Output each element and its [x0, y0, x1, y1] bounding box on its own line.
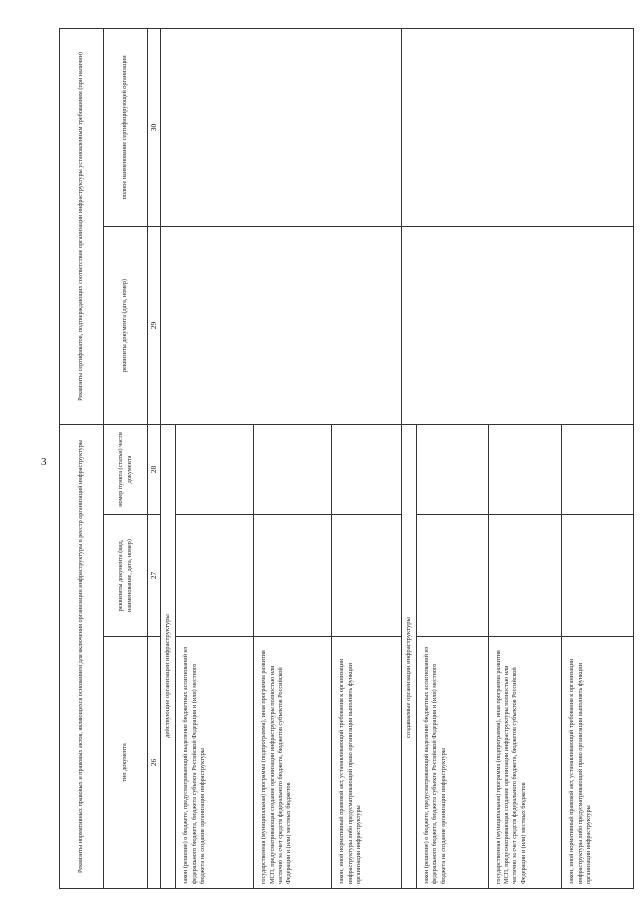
table-cell-empty	[562, 424, 634, 514]
table-cell-empty	[401, 28, 633, 226]
table-cell-empty	[562, 515, 634, 637]
table-row-document-type: закон, иной нормативный правовой акт, устанавливающий требования к организации инфраструктуры либо предусматривающий право организации выполнять функции организации инфраструктуры	[332, 637, 401, 889]
column-number: 29	[148, 226, 161, 424]
table-cell-empty	[488, 515, 562, 637]
table-row-document-type: государственная (муниципальная) программа (подпрограмма), иная программа развития МСП, предусматривающая создание организации инфраструктуры полностью или частично за счет средств федерального бюджета, бюджетов субъектов Российской Федерации и (или) местных бюджетов	[254, 637, 332, 889]
table-cell-empty	[176, 515, 254, 637]
table-cell-empty	[417, 515, 489, 637]
table-cell-empty	[417, 424, 489, 514]
column-number: 30	[148, 28, 161, 226]
header-group-legal-acts: Реквизиты нормативных правовых и правовых актов, являющихся основанием для включения организации инфраструктуры в реестр организаций инфраструктуры	[60, 424, 104, 888]
table-cell-empty	[254, 515, 332, 637]
table-cell-empty	[161, 28, 402, 226]
section-title-created: создаваемые организации инфраструктуры	[401, 424, 416, 888]
table-cell-empty	[332, 424, 401, 514]
header-document-type: тип документа	[104, 637, 148, 889]
table-cell-empty	[254, 424, 332, 514]
table-row-document-type: закон, иной нормативный правовой акт, устанавливающий требования к организации инфраструктуры либо предусматривающий право организации выполнять функции организации инфраструктуры	[562, 637, 634, 889]
header-certificate-requisites: реквизиты документа (дата, номер)	[104, 226, 148, 424]
header-group-certificates: Реквизиты сертификатов, подтверждающих соответствие организации инфраструктуры установленным требованиям (при наличии)	[60, 28, 104, 424]
header-certifying-organization: полное наименование сертифицирующей организации	[104, 28, 148, 226]
registry-requisites-table	[59, 28, 634, 889]
header-document-requisites: реквизиты документа (вид, наименование, дата, номер)	[104, 515, 148, 637]
page-number: 3	[41, 456, 47, 468]
table-cell-empty	[176, 424, 254, 514]
column-number: 28	[148, 424, 161, 514]
table-row-document-type: закон (решение) о бюджете, предусматривающий выделение бюджетных ассигнований из федерального бюджета, бюджета субъекта Российской Федерации и (или) местного бюджета на создание организации инфраструктуры	[176, 637, 254, 889]
header-clause-number: номер пункта (статьи) части документа	[104, 424, 148, 514]
column-number: 26	[148, 637, 161, 889]
table-cell-empty	[332, 515, 401, 637]
column-number: 27	[148, 515, 161, 637]
table-row-document-type: государственная (муниципальная) программа (подпрограмма), иная программа развития МСП, предусматривающая создание организации инфраструктуры полностью или частично за счет средств федерального бюджета, бюджетов субъектов Российской Федерации и (или) местных бюджетов	[488, 637, 562, 889]
section-title-active: действующие организации инфраструктуры	[161, 424, 176, 888]
table-cell-empty	[488, 424, 562, 514]
table-cell-empty	[401, 226, 633, 424]
table-cell-empty	[161, 226, 402, 424]
table-row-document-type: закон (решение) о бюджете, предусматривающий выделение бюджетных ассигнований из федерального бюджета, бюджета субъекта Российской Федерации и (или) местного бюджета на создание организации инфраструктуры	[417, 637, 489, 889]
rotated-table-wrapper	[59, 29, 634, 889]
